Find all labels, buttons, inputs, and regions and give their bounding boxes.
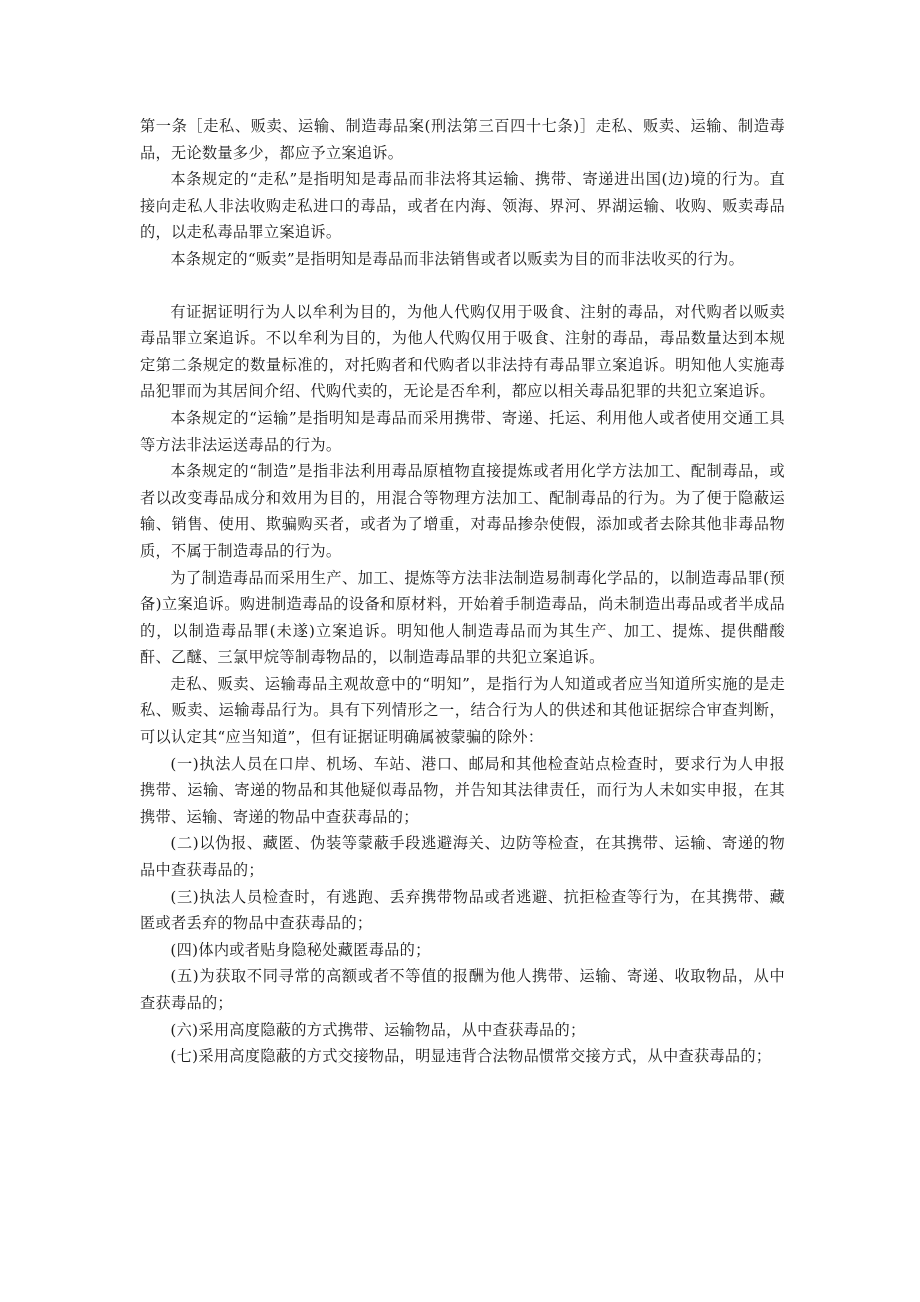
list-item-7: (七)采用高度隐蔽的方式交接物品，明显违背合法物品惯常交接方式，从中查获毒品的； xyxy=(170,1047,772,1066)
article-heading-paragraph: 第一条［走私、贩卖、运输、制造毒品案(刑法第三百四十七条)］走私、贩卖、运输、制造毒品，无论数量多少，都应予立案追诉。 xyxy=(140,117,785,162)
paragraph-gap xyxy=(140,273,785,299)
precursor-chemicals-paragraph: 为了制造毒品而采用生产、加工、提炼等方法非法制造易制毒化学品的，以制造毒品罪(预备)立案追诉。购进制造毒品的设备和原材料，开始着手制造毒品，尚未制造出毒品或者半成品的，以制造毒品罪(未遂)立案追诉。明知他人制造毒品而为其生产、加工、提炼、提供醋酸酐、乙醚、三氯甲烷等制毒物品的，以制造毒品罪的共犯立案追诉。 xyxy=(140,568,785,667)
list-item-2: (二)以伪报、藏匿、伪装等蒙蔽手段逃避海关、边防等检查，在其携带、运输、寄递的物品中查获毒品的； xyxy=(140,834,785,880)
list-item-3: (三)执法人员检查时，有逃跑、丢弃携带物品或者逃避、抗拒检查等行为，在其携带、藏匿或者丢弃的物品中查获毒品的； xyxy=(140,887,785,933)
smuggling-definition-paragraph: 本条规定的“走私”是指明知是毒品而非法将其运输、携带、寄递进出国(边)境的行为。直接向走私人非法收购走私进口的毒品，或者在内海、领海、界河、界湖运输、收购、贩卖毒品的，以走私毒品罪立案追诉。 xyxy=(140,170,785,242)
manufacture-definition-paragraph: 本条规定的“制造”是指非法利用毒品原植物直接提炼或者用化学方法加工、配制毒品，或者以改变毒品成分和效用为目的，用混合等物理方法加工、配制毒品的行为。为了便于隐蔽运输、销售、使用、欺骗购买者，或者为了增重，对毒品掺杂使假，添加或者去除其他非毒品物质，不属于制造毒品的行为。 xyxy=(140,462,785,560)
list-item-6: (六)采用高度隐蔽的方式携带、运输物品，从中查获毒品的； xyxy=(170,1020,586,1039)
list-item-4: (四)体内或者贴身隐秘处藏匿毒品的； xyxy=(170,940,431,959)
list-item-5: (五)为获取不同寻常的高额或者不等值的报酬为他人携带、运输、寄递、收取物品，从中查获毒品的； xyxy=(140,967,785,1012)
document-page xyxy=(140,113,785,1070)
transport-definition-paragraph: 本条规定的“运输”是指明知是毒品而采用携带、寄递、托运、利用他人或者使用交通工具等方法非法运送毒品的行为。 xyxy=(140,408,785,454)
knowledge-definition-paragraph: 走私、贩卖、运输毒品主观故意中的“明知”，是指行为人知道或者应当知道所实施的是走私、贩卖、运输毒品行为。具有下列情形之一，结合行为人的供述和其他证据综合审查判断，可以认定其“应当知道”，但有证据证明确属被蒙骗的除外： xyxy=(140,674,785,747)
proxy-purchase-paragraph: 有证据证明行为人以牟利为目的，为他人代购仅用于吸食、注射的毒品，对代购者以贩卖毒品罪立案追诉。不以牟利为目的，为他人代购仅用于吸食、注射的毒品，毒品数量达到本规定第二条规定的数量标准的，对托购者和代购者以非法持有毒品罪立案追诉。明知他人实施毒品犯罪而为其居间介绍、代购代卖的，无论是否牟利，都应以相关毒品犯罪的共犯立案追诉。 xyxy=(140,302,785,401)
selling-definition-paragraph: 本条规定的“贩卖”是指明知是毒品而非法销售或者以贩卖为目的而非法收买的行为。 xyxy=(170,249,745,268)
list-item-1: (一)执法人员在口岸、机场、车站、港口、邮局和其他检查站点检查时，要求行为人申报携带、运输、寄递的物品和其他疑似毒品物，并告知其法律责任，而行为人未如实申报，在其携带、运输、寄递的物品中查获毒品的； xyxy=(140,754,785,826)
